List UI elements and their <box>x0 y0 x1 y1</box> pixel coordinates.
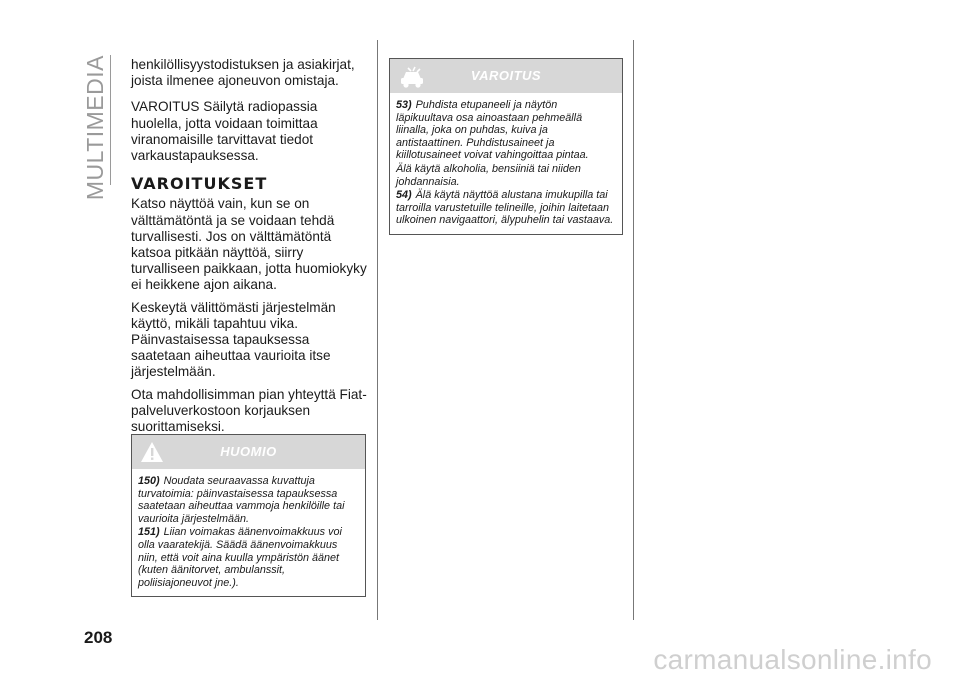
warning-text: Älä käytä näyttöä alustana imukupilla tai tarroilla varustetuille telineille, joihin laitetaan ulkoinen navigaattori, älypuhelin tai vastaava. <box>396 189 614 227</box>
warning-number: 54) <box>396 189 412 202</box>
page-number: 208 <box>84 628 113 647</box>
warning-text: Älä käytä alkoholia, bensiiniä tai niiden johdannaisia. <box>396 162 581 188</box>
note-box <box>131 434 366 597</box>
note-item <box>138 526 359 589</box>
note-text: Noudata seuraavassa kuvattuja turvatoimia: päinvastaisessa tapauksessa saatetaan aiheuttaa vammoja henkilöille tai vaurioita järjestelmään. <box>138 475 345 525</box>
section-side-tab <box>82 55 108 201</box>
warning-item <box>396 163 616 188</box>
warning-number: 53) <box>396 99 412 111</box>
note-box-header <box>132 435 365 469</box>
paragraph: Katso näyttöä vain, kun se on välttämätöntä ja se voidaan tehdä turvallisesti. Jos on välttämätöntä katsoa pitkään näyttöä, siirry turvalliseen paikkaan, jotta huomiokyky ei heikkene ajon aikana. <box>131 196 367 293</box>
note-number: 151) <box>138 526 160 539</box>
paragraph: Ota mahdollisimman pian yhteyttä Fiat-palveluverkostoon korjauksen suorittamiseksi. <box>131 386 367 435</box>
warning-box-title: VAROITUS <box>470 68 542 83</box>
section-label: MULTIMEDIA <box>82 55 108 201</box>
note-box-title: HUOMIO <box>220 444 277 459</box>
warning-box-body <box>390 93 622 234</box>
column-divider-right <box>633 40 634 620</box>
warning-box <box>389 58 623 235</box>
note-item <box>138 475 359 525</box>
section-rule <box>110 55 111 185</box>
paragraph: Keskeytä välittömästi järjestelmän käyttö, mikäli tapahtuu vika. Päinvastaisessa tapauksessa saatetaan aiheuttaa vaurioita itse järjestelmään. <box>131 299 336 380</box>
warning-box-header <box>390 59 622 93</box>
paragraph: VAROITUS Säilytä radiopassia huolella, jotta voidaan toimittaa viranomaisille tarvittavat tiedot varkaustapauksessa. <box>131 99 318 164</box>
watermark: carmanualsonline.info <box>653 644 932 675</box>
note-box-body <box>132 469 365 596</box>
paragraph: henkilöllisyystodistuksen ja asiakirjat, joista ilmenee ajoneuvon omistaja. <box>131 57 355 89</box>
column-1 <box>131 57 371 441</box>
warning-item <box>396 189 616 227</box>
note-text: Liian voimakas äänenvoimakkuus voi olla vaaratekijä. Säädä äänenvoimakkuus niin, että voit aina kuulla ympäristön äänet (kuten äänitorvet, ambulanssit, poliisiajoneuvot jne.). <box>138 526 342 589</box>
section-heading: VAROITUKSET <box>131 174 268 194</box>
note-number: 150) <box>138 475 160 487</box>
column-divider-left <box>377 40 378 620</box>
warning-item <box>396 99 616 162</box>
warning-text: Puhdista etupaneeli ja näytön läpikuultava osa ainoastaan pehmeällä liinalla, joka on puhdas, kuiva ja antistaattinen. Puhdistusaineet ja kiillotusaineet voivat vahingoittaa pintaa. <box>396 99 589 162</box>
